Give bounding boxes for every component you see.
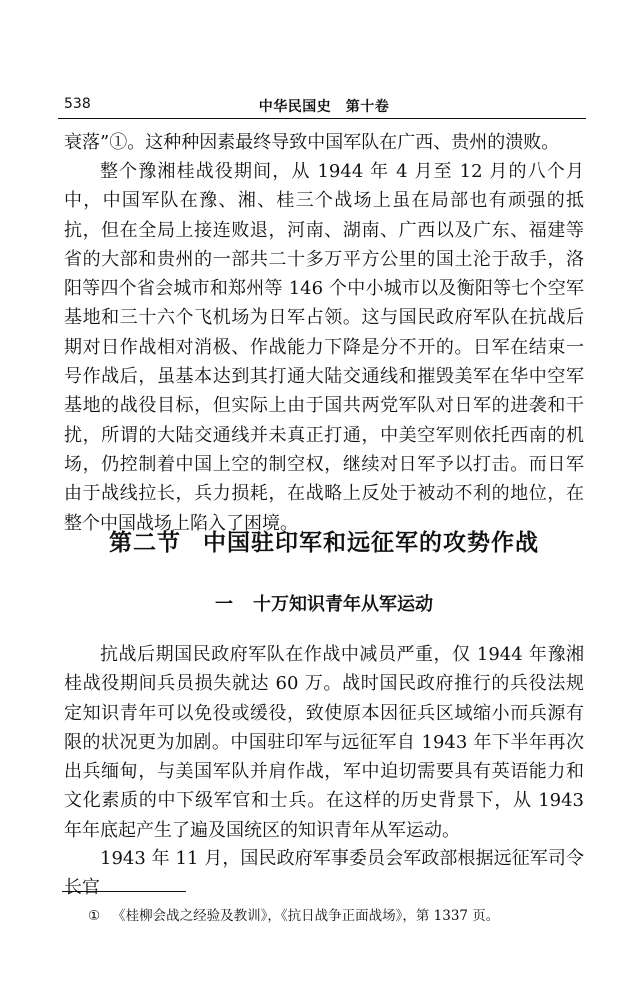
section-heading bbox=[64, 524, 584, 557]
paragraph-november-1943: 1943 年 11 月，国民政府军事委员会军政部根据远征军司令长官 bbox=[64, 848, 584, 899]
paragraph-youth-enlistment: 抗战后期国民政府军队在作战中减员严重，仅 1944 年豫湘桂战役期间兵员损失就达 60 万。战时国民政府推行的兵役法规定知识青年可以免役或缓役，致使原本因征兵区域缩小而兵源有限的状况更为加剧。中国驻印军与远征军自 1943 年下半年再次出兵缅甸，与美国军队并肩作战，军中迫切需要具有英语能力和文化素质的中下级军官和士兵。在这样的历史背景下，从 1943 年年底起产生了遍及国统区的知识青年从军运动。 bbox=[64, 644, 584, 841]
footnote-text: 《桂柳会战之经验及教训》，《抗日战争正面战场》，第 1337 页。 bbox=[112, 908, 500, 924]
footnote bbox=[88, 906, 584, 926]
subsection-number: 一 bbox=[215, 594, 233, 615]
running-title: 中华民国史 第十卷 bbox=[258, 99, 390, 115]
subsection-title: 十万知识青年从军运动 bbox=[253, 594, 433, 615]
footnote-rule bbox=[62, 891, 186, 892]
subsection-heading bbox=[64, 590, 584, 616]
page-number: 538 bbox=[64, 96, 91, 112]
header-rule bbox=[58, 118, 586, 119]
section-title: 中国驻印军和远征军的攻势作战 bbox=[203, 529, 539, 556]
paragraph-campaign-summary: 整个豫湘桂战役期间，从 1944 年 4 月至 12 月的八个月中，中国军队在豫、湘、桂三个战场上虽在局部也有顽强的抵抗，但在全局上接连败退，河南、湖南、广西以及广东、福建等省的大部和贵州的一部共二十多万平方公里的国土沦于敌手，洛阳等四个省会城市和郑州等 146 个中小城市以及衡阳等七个空军基地和三十六个飞机场为日军占领。这与国民政府军队在抗战后期对日作战相对消极、作战能力下降是分不开的。日军在结束一号作战后，虽基本达到其打通大陆交通线和摧毁美军在华中空军基地的战役目标，但实际上由于国共两党军队对日军的进袭和干扰，所谓的大陆交通线并未真正打通，中美空军则依托西南的机场，仍控制着中国上空的制空权，继续对日军予以打击。而日军由于战线拉长，兵力损耗，在战略上反处于被动不利的地位，在整个中国战场上陷入了困境。 bbox=[64, 161, 584, 534]
page-header bbox=[64, 96, 584, 118]
section-label: 第二节 bbox=[109, 529, 181, 556]
footnote-marker: ① bbox=[88, 908, 101, 924]
paragraph-continuation: 衰落”①。这种种因素最终导致中国军队在广西、贵州的溃败。 bbox=[64, 132, 560, 153]
